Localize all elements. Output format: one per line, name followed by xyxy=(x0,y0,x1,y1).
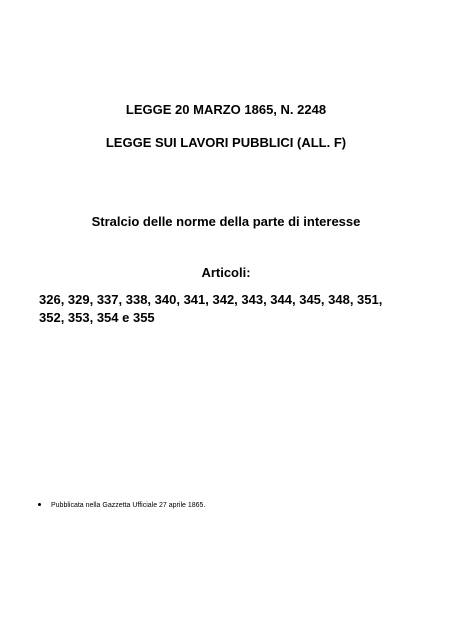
law-title: LEGGE 20 MARZO 1865, N. 2248 xyxy=(125,102,327,117)
articles-heading: Articoli: xyxy=(201,265,251,280)
bullet-icon xyxy=(38,503,41,506)
footnote-text: Pubblicata nella Gazzetta Ufficiale 27 aprile 1865. xyxy=(51,502,206,509)
law-subtitle: LEGGE SUI LAVORI PUBBLICI (ALL. F) xyxy=(105,135,347,150)
articles-list-line-1: 326, 329, 337, 338, 340, 341, 342, 343, 344, 345, 348, 351, xyxy=(39,292,383,307)
excerpt-description: Stralcio delle norme della parte di interesse xyxy=(91,214,361,229)
footnote xyxy=(38,501,205,510)
articles-list-line-2: 352, 353, 354 e 355 xyxy=(39,310,155,325)
